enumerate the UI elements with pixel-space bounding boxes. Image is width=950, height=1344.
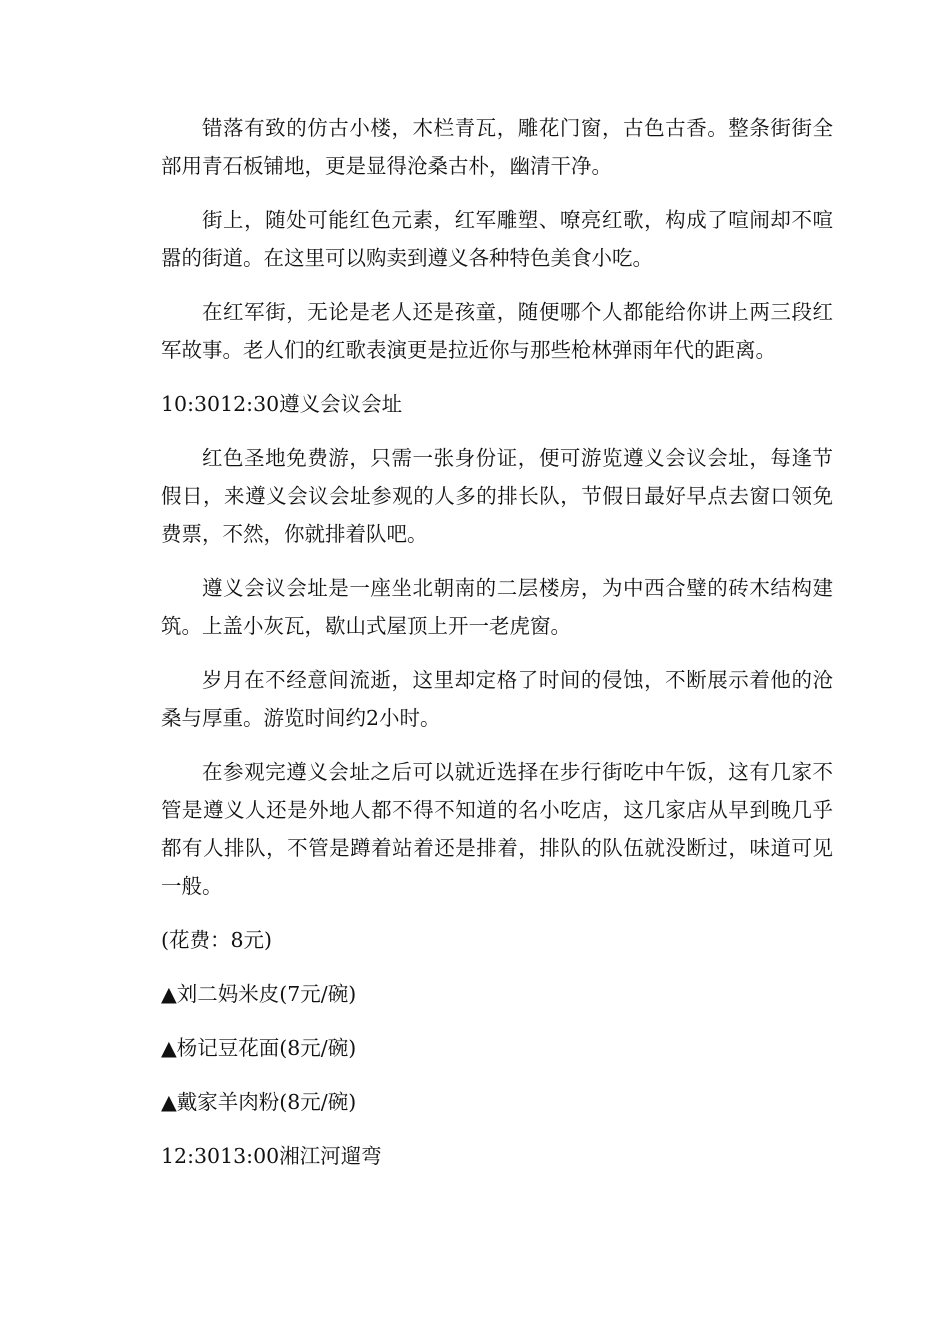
schedule-xiangjiang-walk: 12:3013:00湘江河遛弯: [161, 1144, 382, 1168]
paragraph-meeting-building: 遵义会议会址是一座坐北朝南的二层楼房，为中西合璧的砖木结构建筑。上盖小灰瓦，歇山式屋顶上开一老虎窗。: [161, 576, 833, 638]
paragraph-red-elements: 街上，随处可能红色元素，红军雕塑、嘹亮红歌，构成了喧闹却不喧嚣的街道。在这里可以购卖到遵义各种特色美食小吃。: [161, 208, 833, 270]
cost-note: (花费：8元): [161, 928, 273, 952]
paragraph-lunch-snacks: 在参观完遵义会址之后可以就近选择在步行街吃中午饭，这有几家不管是遵义人还是外地人都不得不知道的名小吃店，这几家店从早到晚几乎都有人排队，不管是蹲着站着还是排着，排队的队伍就没断过，味道可见一般。: [161, 760, 833, 898]
food-item: ▲戴家羊肉粉(8元/碗): [161, 1090, 357, 1114]
article-body: [161, 109, 833, 1191]
food-item: ▲刘二妈米皮(7元/碗): [161, 982, 357, 1006]
paragraph-old-buildings: 错落有致的仿古小楼，木栏青瓦，雕花门窗，古色古香。整条街街全部用青石板铺地，更是显得沧桑古朴，幽清干净。: [161, 116, 833, 178]
paragraph-time-passing: 岁月在不经意间流逝，这里却定格了时间的侵蚀，不断展示着他的沧桑与厚重。游览时间约2小时。: [161, 668, 833, 730]
paragraph-free-tour: 红色圣地免费游，只需一张身份证，便可游览遵义会议会址，每逢节假日，来遵义会议会址参观的人多的排长队，节假日最好早点去窗口领免费票，不然，你就排着队吧。: [161, 446, 833, 546]
schedule-zunyi-meeting-site: 10:3012:30遵义会议会址: [161, 392, 403, 416]
food-item: ▲杨记豆花面(8元/碗): [161, 1036, 357, 1060]
paragraph-red-army-street: 在红军街，无论是老人还是孩童，随便哪个人都能给你讲上两三段红军故事。老人们的红歌表演更是拉近你与那些枪林弹雨年代的距离。: [161, 300, 833, 362]
